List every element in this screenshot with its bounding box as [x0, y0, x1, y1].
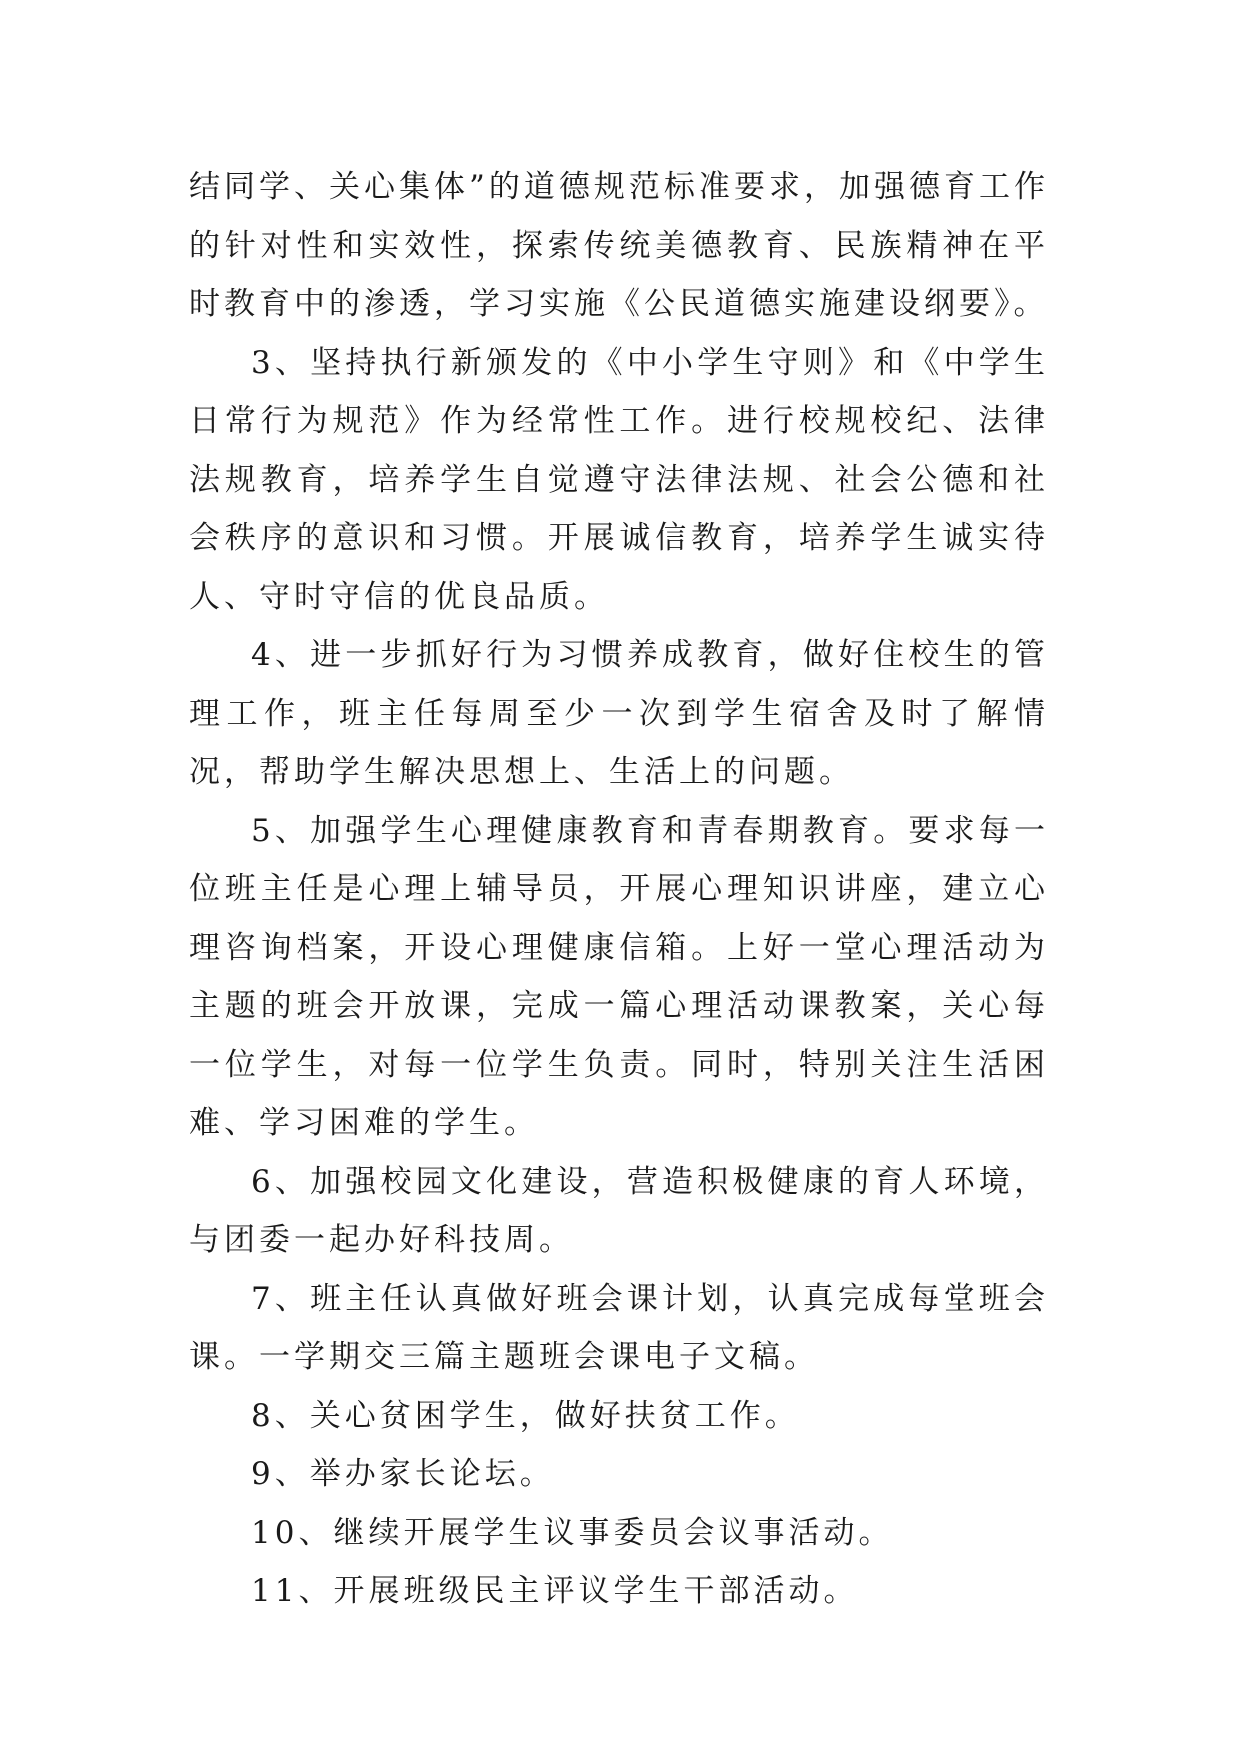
paragraph-item-10: 10、继续开展学生议事委员会议事活动。: [251, 1514, 894, 1551]
paragraph-item-9: 9、举办家长论坛。: [251, 1456, 555, 1492]
paragraph-continuation: 结同学、关心集体”的道德规范标准要求，加强德育工作的针对性和实效性，探索传统美德教育、民族精神在平时教育中的渗透，学习实施《公民道德实施建设纲要》。: [189, 169, 1049, 322]
paragraph-item-5: 5、加强学生心理健康教育和青春期教育。要求每一位班主任是心理上辅导员，开展心理知识讲座，建立心理咨询档案，开设心理健康信箱。上好一堂心理活动为主题的班会开放课，完成一篇心理活动课教案，关心每一位学生，对每一位学生负责。同时，特别关注生活困难、学习困难的学生。: [189, 812, 1049, 1141]
paragraph-item-6: 6、加强校园文化建设，营造积极健康的育人环境，与团委一起办好科技周。: [189, 1163, 1049, 1258]
paragraph-item-4: 4、进一步抓好行为习惯养成教育，做好住校生的管理工作，班主任每周至少一次到学生宿舍及时了解情况，帮助学生解决思想上、生活上的问题。: [189, 637, 1049, 790]
paragraph-item-8: 8、关心贫困学生，做好扶贫工作。: [251, 1397, 800, 1434]
paragraph-item-7: 7、班主任认真做好班会课计划，认真完成每堂班会课。一学期交三篇主题班会课电子文稿。: [189, 1280, 1049, 1375]
paragraph-item-11: 11、开展班级民主评议学生干部活动。: [251, 1573, 859, 1609]
paragraph-item-3: 3、坚持执行新颁发的《中小学生守则》和《中学生日常行为规范》作为经常性工作。进行校规校纪、法律法规教育，培养学生自觉遵守法律法规、社会公德和社会秩序的意识和习惯。开展诚信教育，培养学生诚实待人、守时守信的优良品质。: [189, 344, 1049, 615]
document-body: [189, 158, 1049, 1621]
